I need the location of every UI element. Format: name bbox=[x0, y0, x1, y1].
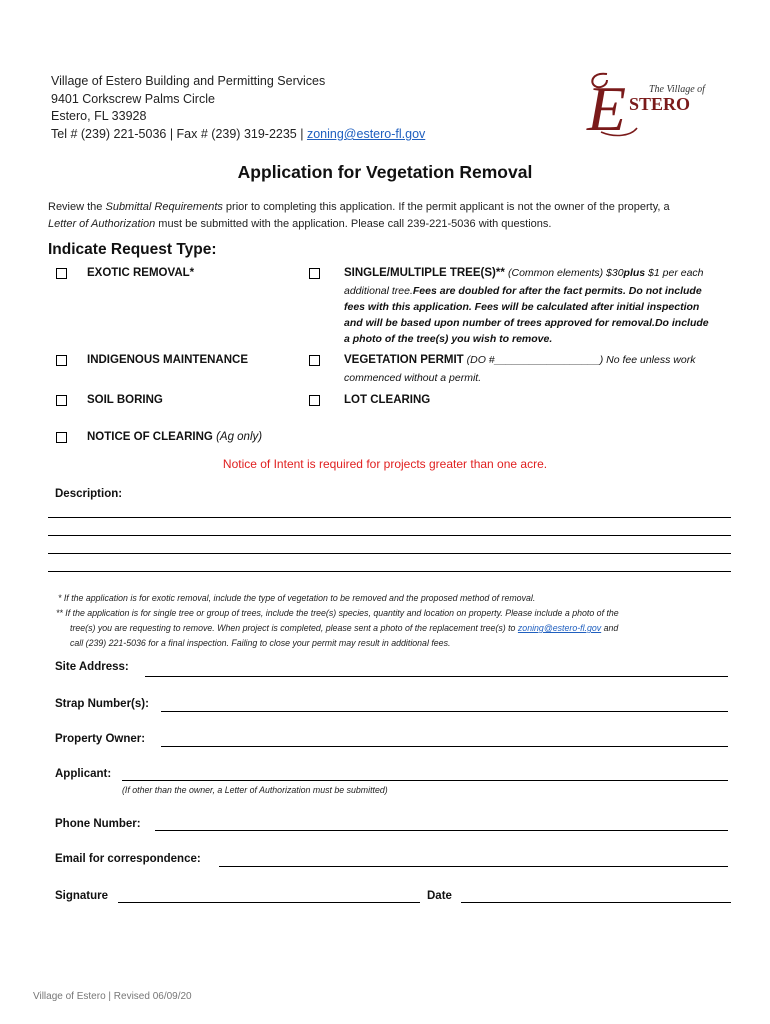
site-address-label: Site Address: bbox=[55, 661, 129, 673]
contact-phone-fax: Tel # (239) 221-5036 | Fax # (239) 319-2235 | bbox=[51, 127, 307, 141]
description-line-2[interactable] bbox=[48, 535, 731, 536]
lot-clearing-label: LOT CLEARING bbox=[344, 394, 431, 406]
date-label: Date bbox=[427, 890, 452, 902]
signature-label: Signature bbox=[55, 890, 109, 902]
review-paragraph: Review the Submittal Requirements prior to completing this application. If the permit applicant is not the owner of the property, a Letter of Authorization must be submitted with the application. Please call 239-221-5036 with questions. bbox=[48, 201, 670, 230]
email-field[interactable] bbox=[219, 866, 728, 867]
logo-small-text: The Village of bbox=[649, 84, 705, 95]
description-line-1[interactable] bbox=[48, 517, 731, 518]
footnote-tree-1: ** If the application is for single tree or group of trees, include the tree(s) species, quantity and location on property. Please include a photo of the bbox=[56, 608, 619, 618]
exotic-removal-checkbox[interactable] bbox=[56, 268, 67, 279]
strap-number-field[interactable] bbox=[161, 711, 728, 712]
footnote-exotic: * If the application is for exotic removal, include the type of vegetation to be removed and the proposed method of removal. bbox=[58, 593, 536, 603]
description-line-3[interactable] bbox=[48, 553, 731, 554]
single-tree-label: SINGLE/MULTIPLE TREE(S)** (Common elements) $30plus $1 per each bbox=[344, 267, 704, 279]
notice-of-clearing-checkbox[interactable] bbox=[56, 432, 67, 443]
vegetation-permit-note: commenced without a permit. bbox=[344, 372, 482, 384]
single-tree-checkbox[interactable] bbox=[309, 268, 320, 279]
site-address-field[interactable] bbox=[145, 676, 728, 677]
contact-line bbox=[51, 126, 425, 144]
soil-boring-label: SOIL BORING bbox=[87, 394, 163, 406]
vegetation-permit-label: VEGETATION PERMIT (DO #__________________) No fee unless work bbox=[344, 354, 696, 366]
page-title: Application for Vegetation Removal bbox=[237, 162, 533, 182]
notice-of-intent: Notice of Intent is required for projects greater than one acre. bbox=[222, 457, 548, 471]
notice-of-clearing-label: NOTICE OF CLEARING (Ag only) bbox=[87, 431, 263, 443]
property-owner-field[interactable] bbox=[161, 746, 728, 747]
applicant-label: Applicant: bbox=[55, 768, 112, 780]
contact-email-link[interactable]: zoning@estero-fl.gov bbox=[306, 127, 426, 141]
applicant-field[interactable] bbox=[122, 780, 728, 781]
request-type-heading: Indicate Request Type: bbox=[48, 241, 217, 258]
soil-boring-checkbox[interactable] bbox=[56, 395, 67, 406]
description-label: Description: bbox=[55, 488, 123, 500]
village-of-estero-logo bbox=[585, 66, 710, 138]
footnote-tree-3: call (239) 221-5036 for a final inspection. Failing to close your permit may result in additional fees. bbox=[70, 638, 451, 648]
single-tree-description: additional tree.Fees are doubled for after the fact permits. Do not include fees with this application. Fees will be calculated after initial inspection and will be based upon number of trees approved for removal.Do include a photo of the tree(s) you wish to remove. bbox=[344, 285, 709, 345]
applicant-note: (If other than the owner, a Letter of Authorization must be submitted) bbox=[122, 785, 388, 795]
address-line-1: 9401 Corkscrew Palms Circle bbox=[51, 92, 215, 106]
phone-number-field[interactable] bbox=[155, 830, 728, 831]
property-owner-label: Property Owner: bbox=[55, 733, 146, 745]
phone-number-label: Phone Number: bbox=[55, 818, 141, 830]
logo-word: STERO bbox=[629, 94, 691, 114]
footer-revision: Village of Estero | Revised 06/09/20 bbox=[33, 991, 192, 1002]
email-label: Email for correspondence: bbox=[55, 853, 201, 865]
lot-clearing-checkbox[interactable] bbox=[309, 395, 320, 406]
logo-initial: E bbox=[587, 73, 627, 138]
footnote-tree-2: tree(s) you are requesting to remove. When project is completed, please sent a photo of the replacement tree(s) to zoning@estero-fl.gov and bbox=[70, 623, 619, 633]
date-field[interactable] bbox=[461, 902, 731, 903]
strap-number-label: Strap Number(s): bbox=[55, 698, 149, 710]
indigenous-maintenance-checkbox[interactable] bbox=[56, 355, 67, 366]
address-line-2: Estero, FL 33928 bbox=[51, 109, 147, 123]
footnote-email-link[interactable]: zoning@estero-fl.gov bbox=[517, 623, 602, 633]
description-line-4[interactable] bbox=[48, 571, 731, 572]
exotic-removal-label: EXOTIC REMOVAL* bbox=[87, 267, 195, 279]
org-name: Village of Estero Building and Permitting Services bbox=[51, 74, 326, 88]
signature-field[interactable] bbox=[118, 902, 420, 903]
vegetation-permit-checkbox[interactable] bbox=[309, 355, 320, 366]
indigenous-maintenance-label: INDIGENOUS MAINTENANCE bbox=[87, 354, 249, 366]
